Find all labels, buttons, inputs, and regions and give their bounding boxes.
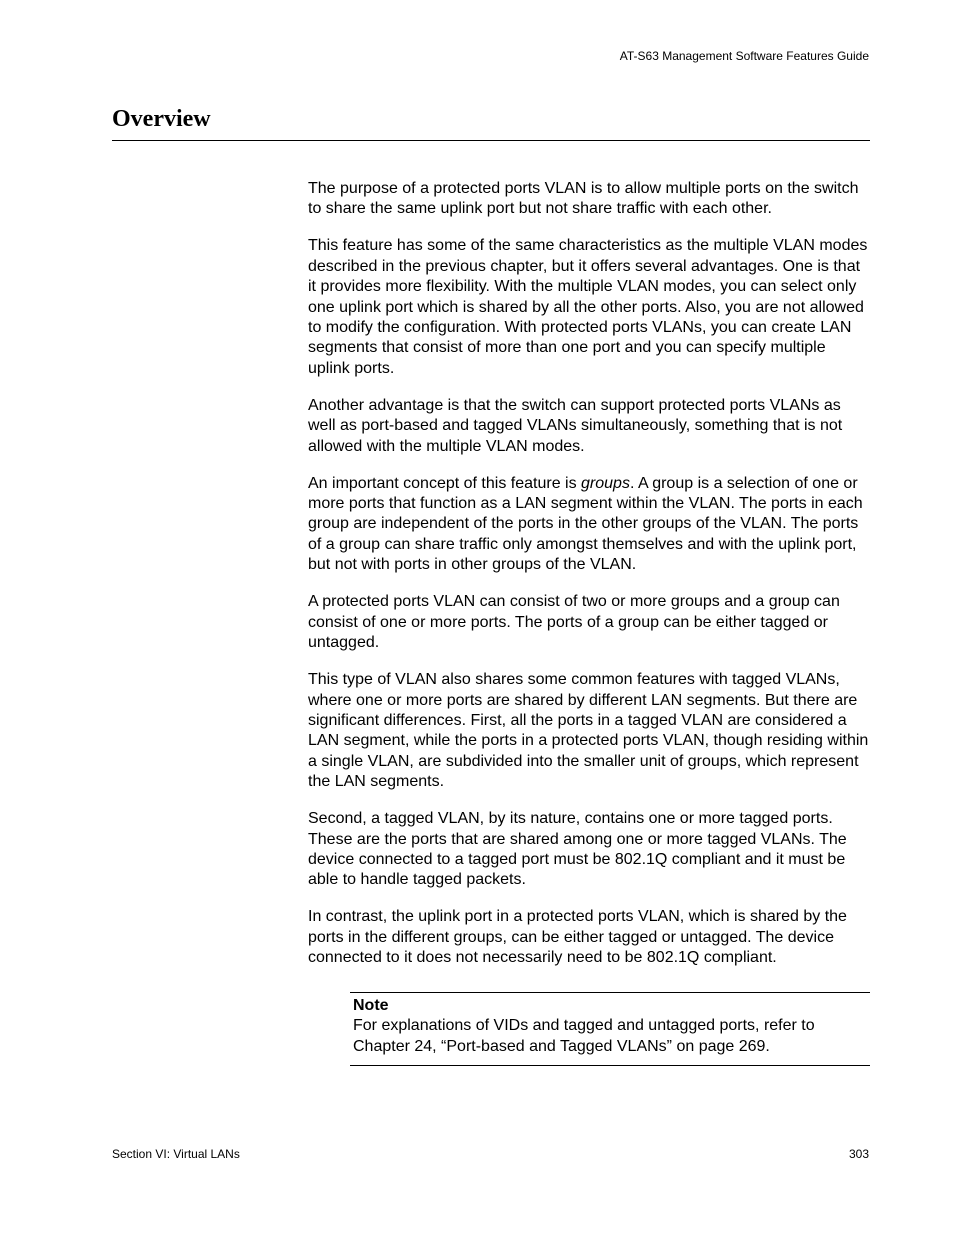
note-title: Note (353, 997, 389, 1014)
title-rule (112, 140, 870, 141)
paragraph-1: The purpose of a protected ports VLAN is to allow multiple ports on the switch to share the same uplink port but not share traffic with each other. (308, 180, 859, 218)
paragraph-7: Second, a tagged VLAN, by its nature, contains one or more tagged ports. These are the ports that are shared among one or more tagged VLANs. The device connected to a tagged port must be 802.1Q compliant and it must be able to handle tagged packets. (308, 810, 847, 889)
footer-section: Section VI: Virtual LANs (112, 1147, 240, 1161)
paragraph-6: This type of VLAN also shares some common features with tagged VLANs, where one or more ports are shared by different LAN segments. But there are significant differences. First, all the ports in a tagged VLAN are considered a LAN segment, while the ports in a protected ports VLAN, though residing within a single VLAN, are subdivided into the smaller unit of groups, which represent the LAN segments. (308, 671, 869, 791)
paragraph-4 (308, 474, 870, 576)
paragraph-4-rest: . A group is a selection of one or more ports that function as a LAN segment within the VLAN. The ports in each group are independent of the ports in the other groups of the VLAN. The ports of a group can share traffic only amongst themselves and with the uplink port, but not with ports in other groups of the VLAN. (308, 474, 863, 574)
body-text (308, 179, 870, 985)
note-text: For explanations of VIDs and tagged and untagged ports, refer to Chapter 24, “Port-based and Tagged VLANs” on page 269. (353, 1017, 815, 1055)
section-title: Overview (112, 106, 211, 132)
running-header: AT-S63 Management Software Features Guide (619, 49, 869, 63)
paragraph-8: In contrast, the uplink port in a protected ports VLAN, which is shared by the ports in the different groups, can be either tagged or untagged. The device connected to it does not necessarily need to be 802.1Q compliant. (308, 908, 847, 967)
groups-term: groups (581, 474, 630, 492)
paragraph-3: Another advantage is that the switch can support protected ports VLANs as well as port-based and tagged VLANs simultaneously, something that is not allowed with the multiple VLAN modes. (308, 396, 843, 455)
paragraph-2: This feature has some of the same characteristics as the multiple VLAN modes described in the previous chapter, but it offers several advantages. One is that it provides more flexibility. With the multiple VLAN modes, you can select only one uplink port which is shared by all the other ports. Also, you are not allowed to modify the configuration. With protected ports VLANs, you can create LAN segments that consist of more than one port and you can specify multiple uplink ports. (308, 237, 868, 377)
page-number: 303 (848, 1147, 869, 1161)
paragraph-4-lead: An important concept of this feature is (308, 474, 582, 492)
paragraph-5: A protected ports VLAN can consist of two or more groups and a group can consist of one or more ports. The ports of a group can be either tagged or untagged. (308, 593, 840, 652)
note-box (350, 992, 870, 1066)
